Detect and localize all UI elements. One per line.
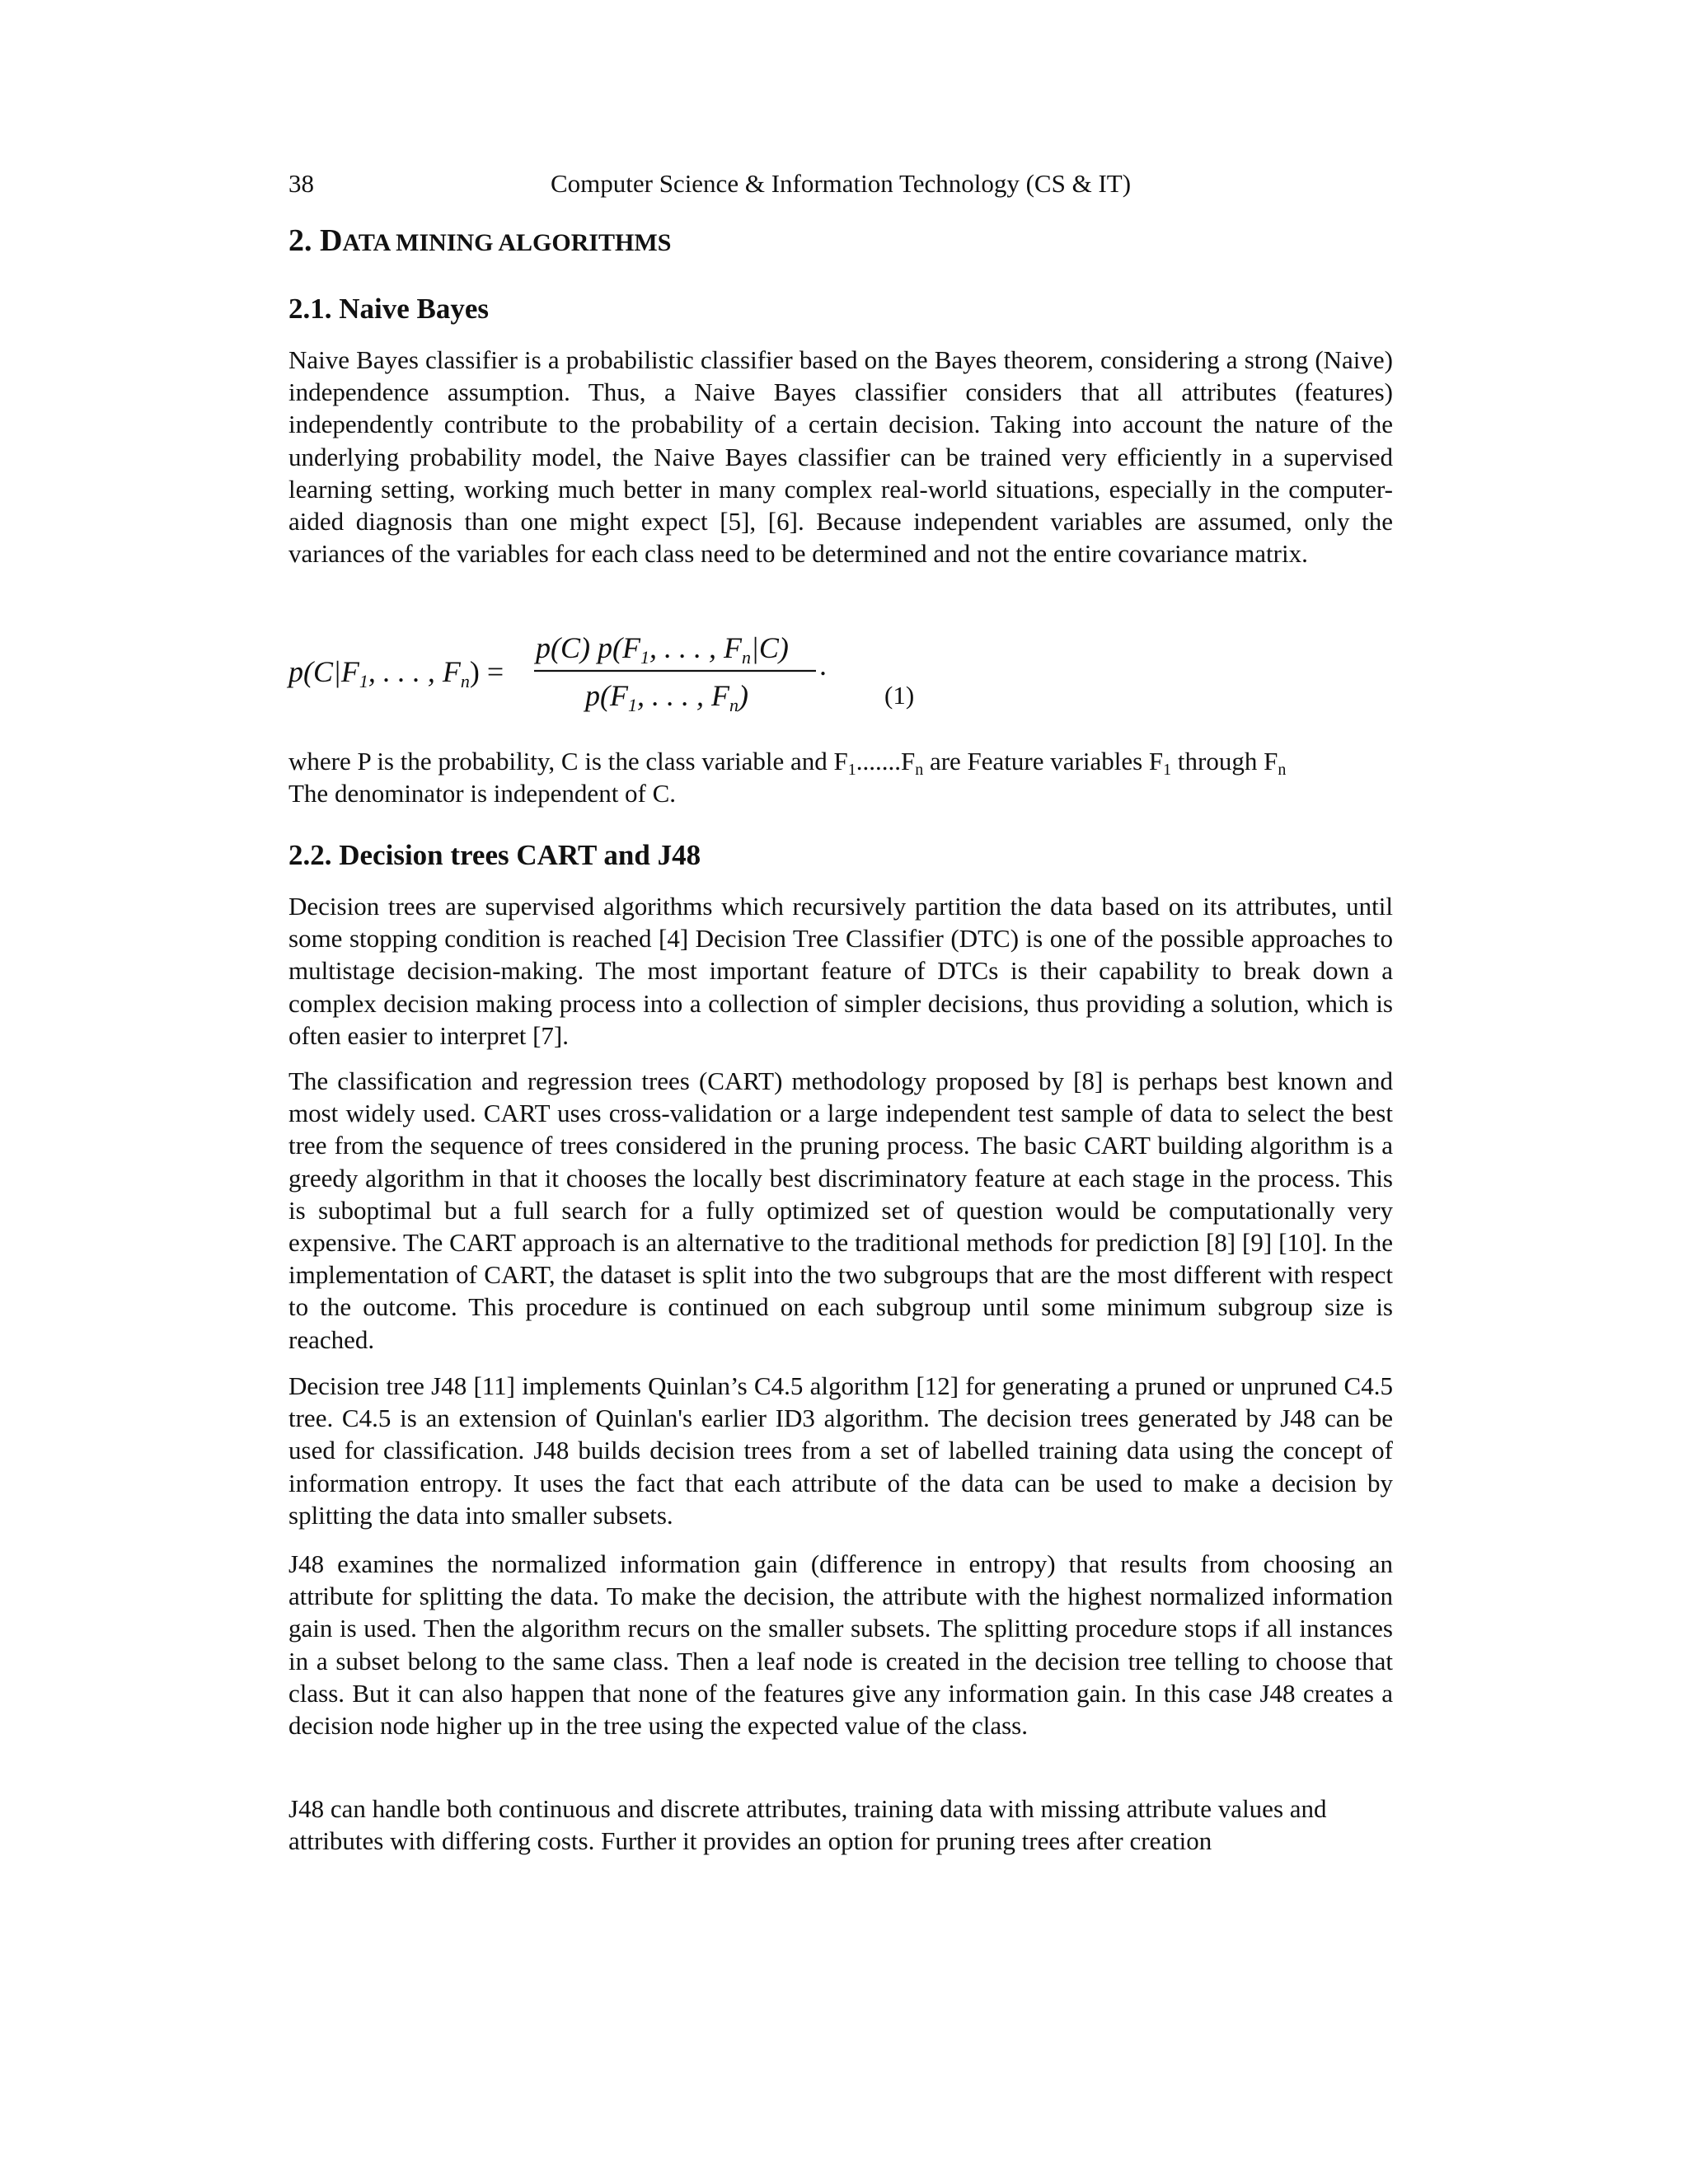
- decision-trees-paragraph-2: The classification and regression trees (CART) methodology proposed by [8] is perhaps best known and most widely used. CART uses cross-validation or a large independent test sample of data to select the best tree from the sequence of trees considered in the pruning process. The basic CART building algorithm is a greedy algorithm in that it chooses the locally best discriminatory feature at each stage in the process. This is suboptimal but a full search for a fully optimized set of question would be computationally very expensive. The CART approach is an alternative to the traditional methods for prediction [8] [9] [10]. In the implementation of CART, the dataset is split into the two subgroups that are the most different with respect to the outcome. This procedure is continued on each subgroup until some minimum subgroup size is reached.: [288, 1066, 1393, 1354]
- section-title-rest: ATA MINING ALGORITHMS: [342, 229, 672, 256]
- equation-numerator: p(C) p(F1, . . . , Fn|C): [536, 631, 789, 668]
- section-heading: [288, 223, 671, 259]
- page-number: 38: [288, 169, 314, 198]
- equation-denominator: p(F1, . . . , Fn): [585, 679, 748, 715]
- journal-title: Computer Science & Information Technology (CS & IT): [550, 169, 1132, 198]
- decision-trees-paragraph-1: Decision trees are supervised algorithms which recursively partition the data based on its attributes, until some stopping condition is reached [4] Decision Tree Classifier (DTC) is one of the possible approaches to multistage decision-making. The most important feature of DTCs is their capability to break down a complex decision making process into a collection of simpler decisions, thus providing a solution, which is often easier to interpret [7].: [288, 892, 1393, 1050]
- naive-bayes-paragraph: Naive Bayes classifier is a probabilistic classifier based on the Bayes theorem, considering a strong (Naive) independence assumption. Thus, a Naive Bayes classifier considers that all attributes (features) independently contribute to the probability of a certain decision. Taking into account the nature of the underlying probability model, the Naive Bayes classifier can be trained very efficiently in a supervised learning setting, working much better in many complex real-world situations, especially in the computer-aided diagnosis than one might expect [5], [6]. Because independent variables are assumed, only the variances of the variables for each class need to be determined and not the entire covariance matrix.: [288, 345, 1393, 569]
- decision-trees-paragraph-4: J48 examines the normalized information gain (difference in entropy) that results from choosing an attribute for splitting the data. To make the decision, the attribute with the highest normalized information gain is used. Then the algorithm recurs on the smaller subsets. The splitting procedure stops if all instances in a subset belong to the same class. Then a leaf node is created in the decision tree telling to choose that class. But it can also happen that none of the features give any information gain. In this case J48 creates a decision node higher up in the tree using the expected value of the class.: [288, 1549, 1393, 1741]
- section-title-initial: D: [320, 223, 343, 258]
- decision-trees-paragraph-5: J48 can handle both continuous and discrete attributes, training data with missing attribute values and attributes with differing costs. Further it provides an option for pruning trees after creation: [288, 1794, 1327, 1856]
- decision-trees-paragraph-3: Decision tree J48 [11] implements Quinlan’s C4.5 algorithm [12] for generating a pruned or unpruned C4.5 tree. C4.5 is an extension of Quinlan's earlier ID3 algorithm. The decision trees generated by J48 can be used for classification. J48 builds decision trees from a set of labelled training data using the concept of information entropy. It uses the fact that each attribute of the data can be used to make a decision by splitting the data into smaller subsets.: [288, 1371, 1393, 1530]
- running-header: [288, 169, 1393, 209]
- equation-number: (1): [884, 681, 915, 710]
- bayes-equation: [288, 626, 1393, 717]
- subsection-heading-naive-bayes: 2.1. Naive Bayes: [288, 293, 490, 325]
- equation-lhs: p(C|F1, . . . , Fn) =: [288, 655, 504, 691]
- bayes-equation-formula: [288, 626, 1113, 717]
- section-number: 2.: [288, 223, 312, 258]
- equation-period: .: [819, 649, 827, 682]
- equation-explanation: where P is the probability, C is the class variable and $F_1.......F_n$ are Feature variables $F_1$ through $F_n$ The denominator is independent of C.: [288, 747, 1287, 808]
- subsection-heading-decision-trees: 2.2. Decision trees CART and J48: [288, 839, 701, 871]
